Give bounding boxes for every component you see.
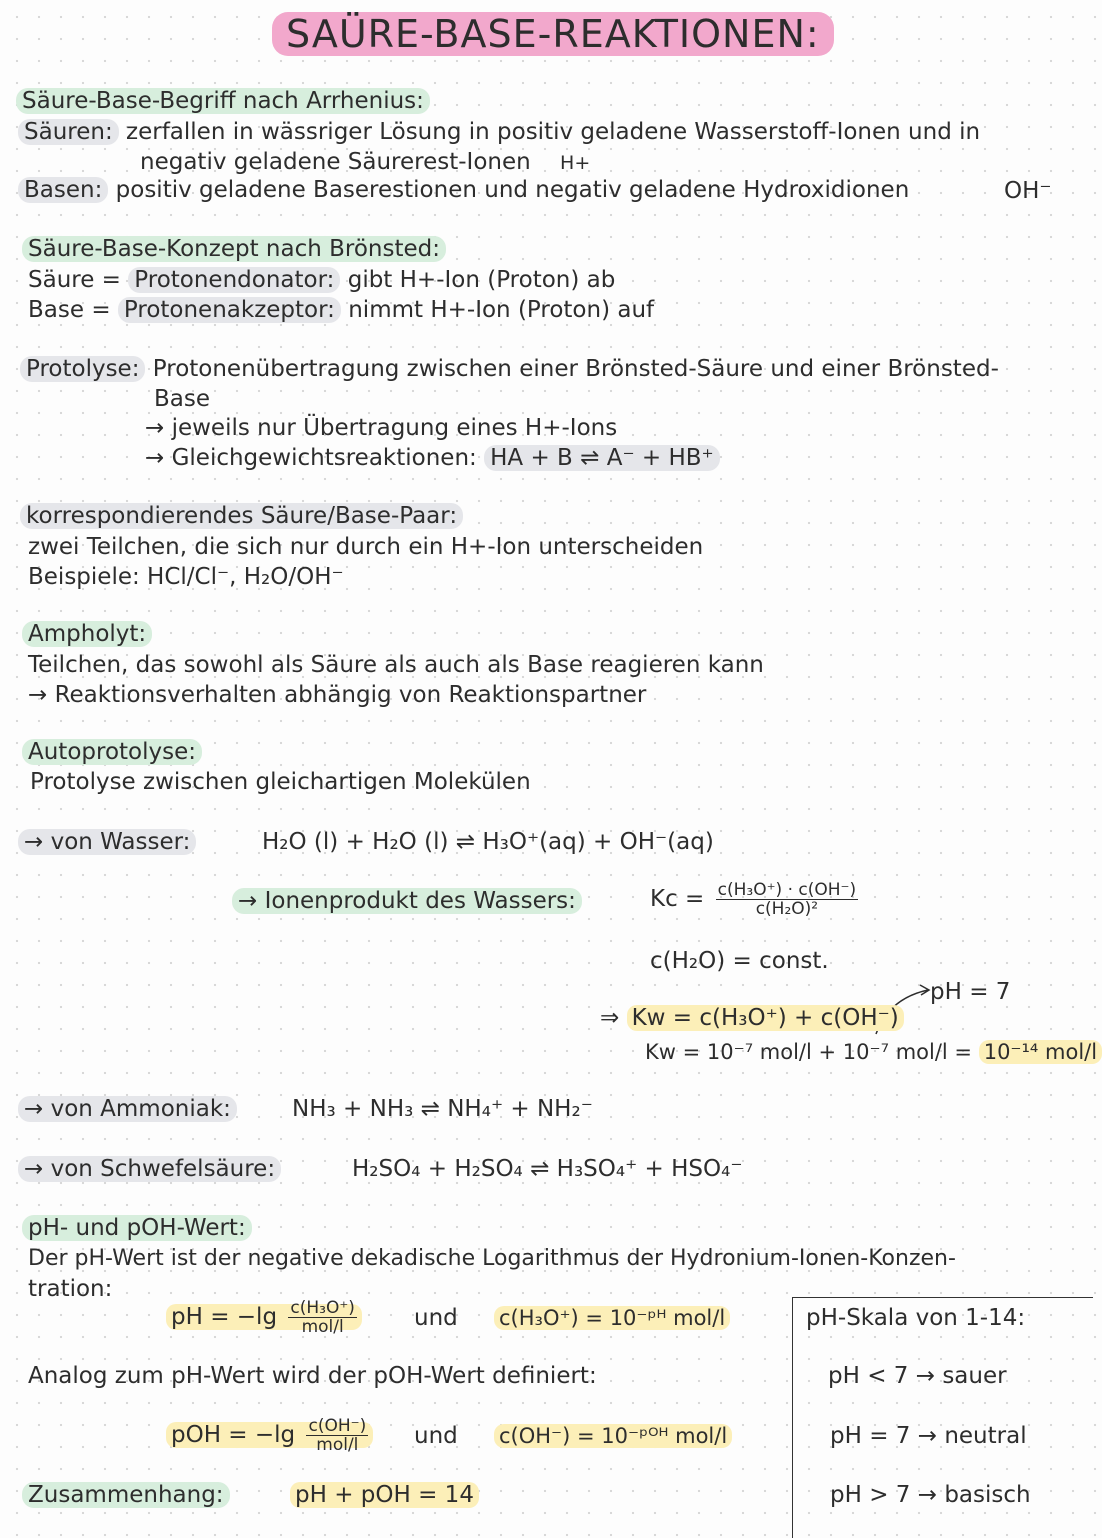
zusammenhang-label: Zusammenhang: xyxy=(22,1480,230,1510)
protonenakzeptor: Protonenakzeptor: xyxy=(118,297,341,323)
paar-beispiele: Beispiele: HCl/Cl⁻, H₂O/OH⁻ xyxy=(28,564,344,590)
und-2: und xyxy=(414,1423,458,1449)
wasser-label: → von Wasser: xyxy=(18,827,196,857)
ph-formula: pH = −lg $\frac{\text{c(H₃O⁺)}}{\text{mol/l}}$ xyxy=(166,1294,362,1340)
ph-scale-heading: pH-Skala von 1-14: xyxy=(806,1305,1026,1331)
autoprotolyse-heading: Autoprotolyse: xyxy=(22,737,202,767)
h-ion: H+ xyxy=(560,152,591,174)
kw-line2: Kw = 10⁻⁷ mol/l + 10⁻⁷ mol/l = 10⁻¹⁴ mol/l xyxy=(645,1037,1102,1067)
poh-fraction: $\frac{c(OH^-)}{\text{mol/l}}$ xyxy=(308,1416,367,1455)
ph-heading: pH- und pOH-Wert: xyxy=(22,1213,252,1243)
kw-line1: ⇒ Kw = c(H₃O⁺) + c(OH⁻) xyxy=(600,1003,904,1033)
ph7-label: pH = 7 xyxy=(930,979,1011,1005)
ampholyt-heading: Ampholyt: xyxy=(22,619,152,649)
protolyse-equation: HA + B ⇌ A⁻ + HB⁺ xyxy=(484,445,720,471)
oh-ion: OH⁻ xyxy=(1004,178,1052,204)
basen-line xyxy=(18,175,909,205)
ph-text2: tration: xyxy=(28,1276,113,1302)
ph-scale-neutral: pH = 7 → neutral xyxy=(830,1423,1027,1449)
ampholyt-arrow: → Reaktionsverhalten abhängig von Reaktionspartner xyxy=(28,682,647,708)
poh-inverse: c(OH⁻) = 10⁻ᵖᴼᴴ mol/l xyxy=(494,1421,732,1451)
ph-fraction: $\frac{\text{c(H₃O⁺)}}{\text{mol/l}}$ xyxy=(290,1298,355,1337)
ph-text1: Der pH-Wert ist der negative dekadische Logarithmus der Hydronium-Ionen-Konzen- xyxy=(28,1246,956,1271)
kw-result: 10⁻¹⁴ mol/l xyxy=(979,1040,1102,1064)
arrhenius-heading: Säure-Base-Begriff nach Arrhenius: xyxy=(16,86,430,116)
kc-formula: Kc = $\frac{\text{c(H₃O⁺) · c(OH⁻)}}{\text{c(H₂O)²}}$ xyxy=(650,880,857,919)
und-1: und xyxy=(414,1305,458,1331)
sauren-line2: negativ geladene Säurerest-Ionen H+ xyxy=(140,149,591,175)
ammoniak-label: → von Ammoniak: xyxy=(18,1094,237,1124)
schwefel-label: → von Schwefelsäure: xyxy=(18,1154,281,1184)
zusammenhang-equation: pH + pOH = 14 xyxy=(290,1480,479,1510)
poh-formula: pOH = −lg $\frac{c(OH^-)}{\text{mol/l}}$ xyxy=(166,1412,373,1458)
protolyse-bullet1: → jeweils nur Übertragung eines H+-Ions xyxy=(145,415,618,441)
basen-text: positiv geladene Baserestionen und negativ geladene Hydroxidionen xyxy=(115,177,910,203)
kc-fraction: $\frac{\text{c(H₃O⁺) · c(OH⁻)}}{\text{c(H₂O)²}}$ xyxy=(717,880,857,919)
protolyse-line1: Protolyse: Protonenübertragung zwischen einer Brönsted-Säure und einer Brönsted- xyxy=(20,354,999,384)
protolyse-label: Protolyse: xyxy=(20,356,145,382)
bronsted-line1: Säure = Protonendonator: gibt H+-Ion (Proton) ab xyxy=(28,267,616,293)
ph-scale-sauer: pH < 7 → sauer xyxy=(828,1363,1007,1389)
bronsted-heading: Säure-Base-Konzept nach Brönsted: xyxy=(22,234,446,264)
kw-definition: Kw = c(H₃O⁺) + c(OH⁻) xyxy=(627,1005,904,1031)
ph-scale-basisch: pH > 7 → basisch xyxy=(830,1482,1031,1508)
bronsted-line2: Base = Protonenakzeptor: nimmt H+-Ion (Proton) auf xyxy=(28,297,655,323)
wasser-equation: H₂O (l) + H₂O (l) ⇌ H₃O⁺(aq) + OH⁻(aq) xyxy=(262,829,714,855)
autoprotolyse-text: Protolyse zwischen gleichartigen Molekülen xyxy=(30,769,531,795)
analog-text: Analog zum pH-Wert wird der pOH-Wert definiert: xyxy=(28,1363,597,1389)
const-line: c(H₂O) = const. xyxy=(650,948,829,974)
protolyse-line2: Base xyxy=(154,386,211,412)
ionenprodukt-label: → Ionenprodukt des Wassers: xyxy=(232,886,582,916)
paar-heading: korrespondierendes Säure/Base-Paar: xyxy=(20,501,463,531)
paar-text: zwei Teilchen, die sich nur durch ein H+-Ion unterscheiden xyxy=(28,534,704,560)
ph-inverse: c(H₃O⁺) = 10⁻ᵖᴴ mol/l xyxy=(494,1303,730,1333)
protolyse-bullet2: → Gleichgewichtsreaktionen: HA + B ⇌ A⁻ + HB⁺ xyxy=(145,443,720,473)
ammoniak-equation: NH₃ + NH₃ ⇌ NH₄⁺ + NH₂⁻ xyxy=(292,1096,593,1122)
page-title: SAÜRE-BASE-REAKTIONEN: xyxy=(272,12,834,56)
sauren-label: Säuren: xyxy=(18,119,119,145)
basen-label: Basen: xyxy=(18,177,108,203)
protonendonator: Protonendonator: xyxy=(128,267,340,293)
sauren-line1 xyxy=(18,117,980,147)
sauren-text: zerfallen in wässriger Lösung in positiv geladene Wasserstoff-Ionen und in xyxy=(126,119,981,145)
schwefel-equation: H₂SO₄ + H₂SO₄ ⇌ H₃SO₄⁺ + HSO₄⁻ xyxy=(352,1156,743,1182)
ampholyt-text: Teilchen, das sowohl als Säure als auch als Base reagieren kann xyxy=(28,652,764,678)
